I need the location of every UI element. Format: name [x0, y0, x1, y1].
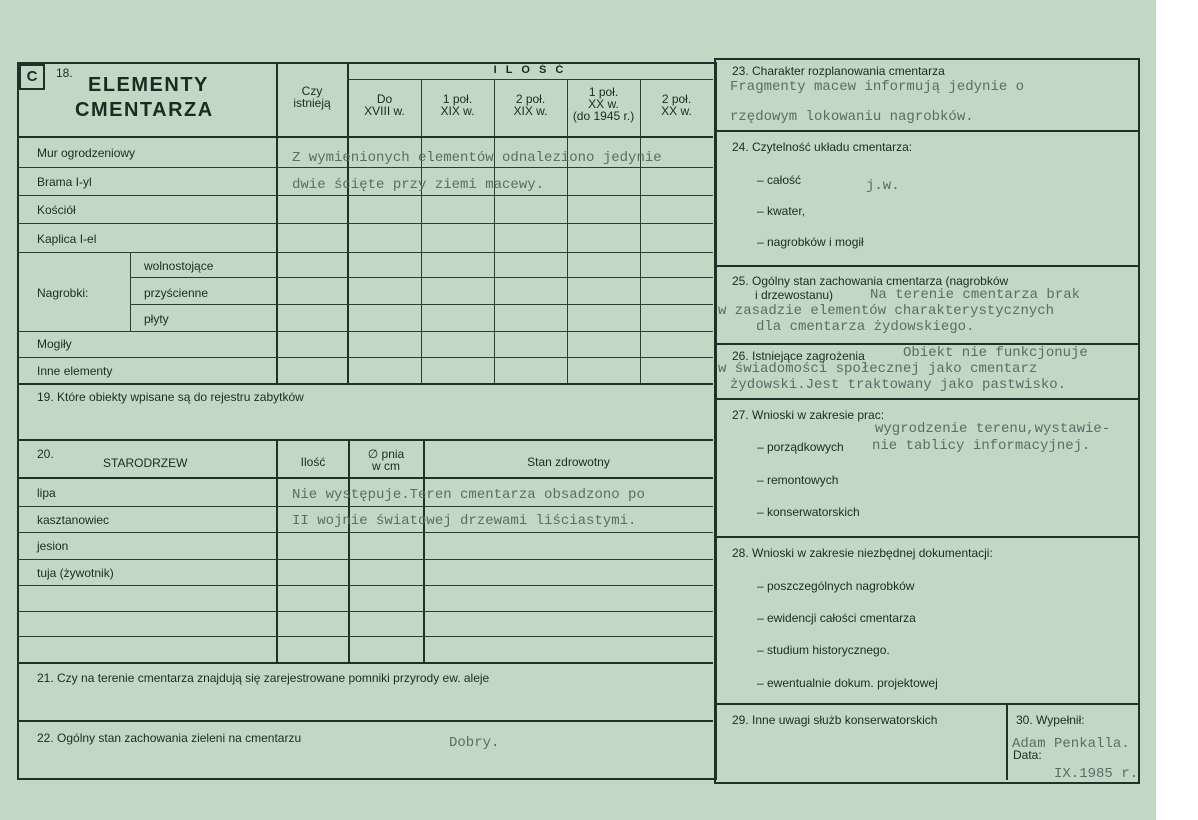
- tree-jesion: jesion: [37, 539, 69, 553]
- grid-line: [19, 636, 713, 637]
- row-inne: Inne elementy: [37, 364, 113, 378]
- row-mogily: Mogiły: [37, 337, 72, 351]
- grid-line: [19, 357, 713, 358]
- tree-lipa: lipa: [37, 486, 56, 500]
- grid-line: [19, 662, 713, 664]
- question-28-ewidencji: – ewidencji całości cmentarza: [757, 611, 916, 625]
- grid-line: [19, 720, 713, 722]
- grid-line: [19, 383, 713, 385]
- row-plyty: płyty: [144, 312, 169, 326]
- grid-line: [130, 252, 131, 331]
- answer-30-name: Adam Penkalla.: [1012, 736, 1130, 752]
- question-24-calosc: – całość: [757, 173, 802, 187]
- col-2pol-xx: 2 poł. XX w.: [661, 92, 692, 118]
- grid-line: [716, 536, 1138, 538]
- grid-line: [19, 439, 713, 441]
- grid-line: [423, 439, 425, 663]
- section-number-20: 20.: [37, 447, 54, 461]
- question-27-porzadkowych: – porządkowych: [757, 440, 844, 454]
- date-label: Data:: [1013, 748, 1042, 762]
- grid-line: [567, 79, 568, 384]
- answer-26-line3: żydowski.Jest traktowany jako pastwisko.: [730, 377, 1067, 393]
- answer-27-line1: wygrodzenie terenu,wystawie-: [875, 421, 1111, 437]
- question-29: 29. Inne uwagi służb konserwatorskich: [732, 713, 938, 727]
- col-do-xviii: Do XVIII w.: [364, 92, 405, 118]
- grid-line: [716, 130, 1138, 132]
- grid-line: [19, 136, 713, 138]
- question-27: 27. Wnioski w zakresie prac:: [732, 408, 885, 422]
- answer-25-line3: dla cmentarza żydowskiego.: [756, 319, 975, 335]
- question-21: 21. Czy na terenie cmentarza znajdują się zarejestrowane pomniki przyrody ew. aleje: [37, 671, 490, 685]
- question-28-nagrobkow: – poszczególnych nagrobków: [757, 579, 915, 593]
- col-1pol-xix: 1 poł. XIX w.: [440, 92, 475, 118]
- answer-26-line1: Obiekt nie funkcjonuje: [903, 345, 1088, 361]
- answer-25-line1: Na terenie cmentarza brak: [870, 287, 1081, 303]
- answer-23-line1: Fragmenty macew informują jedynie o: [730, 79, 1025, 95]
- grid-line: [716, 398, 1138, 400]
- row-mur: Mur ogrodzeniowy: [37, 146, 136, 160]
- elements-title-line1: ELEMENTY: [88, 74, 209, 96]
- grid-line: [130, 277, 713, 278]
- grid-line: [421, 79, 422, 384]
- grid-line: [19, 559, 713, 560]
- grid-line: [348, 439, 350, 663]
- question-26: 26. Istniejące zagrożenia: [732, 349, 865, 363]
- question-22: 22. Ogólny stan zachowania zieleni na cmentarzu: [37, 731, 302, 745]
- grid-line: [130, 304, 713, 305]
- grid-line: [1006, 703, 1008, 780]
- typed-elements-line1: Z wymienionych elementów odnaleziono jedynie: [292, 150, 662, 166]
- trees-col-stan: Stan zdrowotny: [527, 455, 610, 469]
- row-kaplica: Kaplica I-el: [37, 232, 97, 246]
- elements-title-line2: CMENTARZA: [75, 99, 214, 121]
- question-24-kwater: – kwater,: [757, 204, 806, 218]
- question-24: 24. Czytelność układu cmentarza:: [732, 140, 913, 154]
- grid-line: [347, 64, 349, 384]
- grid-line: [19, 611, 713, 612]
- grid-line: [276, 64, 278, 384]
- question-28-studium: – studium historycznego.: [757, 643, 890, 657]
- question-28-projektowej: – ewentualnie dokum. projektowej: [757, 676, 938, 690]
- grid-line: [19, 585, 713, 586]
- row-przyscienne: przyścienne: [144, 286, 209, 300]
- grid-line: [19, 532, 713, 533]
- grid-line: [19, 195, 713, 196]
- question-25-line1: 25. Ogólny stan zachowania cmentarza (nagrobków: [732, 274, 1009, 288]
- question-25-line2: i drzewostanu): [755, 288, 834, 302]
- row-brama: Brama I-yl: [37, 175, 92, 189]
- grid-line: [19, 167, 713, 168]
- trees-title: STARODRZEW: [103, 456, 188, 470]
- question-19: 19. Które obiekty wpisane są do rejestru zabytków: [37, 390, 304, 404]
- grid-line: [716, 703, 1138, 705]
- answer-27-line2: nie tablicy informacyjnej.: [872, 438, 1091, 454]
- answer-22: Dobry.: [449, 735, 500, 751]
- grid-line: [19, 506, 713, 507]
- grid-line: [276, 439, 278, 663]
- question-23: 23. Charakter rozplanowania cmentarza: [732, 64, 945, 78]
- question-28: 28. Wnioski w zakresie niezbędnej dokumentacji:: [732, 546, 993, 560]
- answer-24: j.w.: [866, 178, 900, 194]
- tree-kasztanowiec: kasztanowiec: [37, 513, 110, 527]
- answer-23-line2: rzędowym lokowaniu nagrobków.: [730, 109, 974, 125]
- ilosc-header: I L O Ś Ć: [493, 64, 567, 76]
- row-wolnostojace: wolnostojące: [144, 259, 214, 273]
- answer-30-date: IX.1985 r.: [1054, 766, 1139, 782]
- col-2pol-xix: 2 poł. XIX w.: [513, 92, 548, 118]
- question-30: 30. Wypełnił:: [1016, 713, 1085, 727]
- tree-tuja: tuja (żywotnik): [37, 566, 114, 580]
- trees-col-ilosc: Ilość: [300, 455, 326, 469]
- card-code-badge: C: [19, 64, 45, 90]
- section-number-18: 18.: [56, 66, 73, 80]
- question-27-konserwatorskich: – konserwatorskich: [757, 505, 860, 519]
- grid-line: [716, 265, 1138, 267]
- grid-line: [494, 79, 495, 384]
- trees-col-pien: ∅ pnia w cm: [367, 447, 405, 473]
- col-czy-istnieja: Czy istnieją: [293, 84, 331, 110]
- typed-elements-line2: dwie ścięte przy ziemi macewy.: [292, 177, 545, 193]
- row-kosciol: Kościół: [37, 203, 76, 217]
- answer-26-line2: w świadomości społecznej jako cmentarz: [718, 361, 1038, 377]
- grid-line: [19, 252, 713, 253]
- grid-line: [640, 79, 641, 384]
- grid-line: [347, 79, 713, 80]
- row-nagrobki: Nagrobki:: [37, 286, 89, 300]
- grid-line: [19, 477, 713, 479]
- typed-trees-line2: II wojnie światowej drzewami liściastymi.: [292, 513, 637, 529]
- grid-line: [19, 331, 713, 332]
- grid-line: [19, 223, 713, 224]
- question-27-remontowych: – remontowych: [757, 473, 839, 487]
- typed-trees-line1: Nie występuje.Teren cmentarza obsadzono po: [292, 487, 645, 503]
- col-1pol-xx: 1 poł. XX w. (do 1945 r.): [572, 85, 635, 123]
- answer-25-line2: w zasadzie elementów charakterystycznych: [718, 303, 1055, 319]
- question-24-nagrobkow: – nagrobków i mogił: [757, 235, 864, 249]
